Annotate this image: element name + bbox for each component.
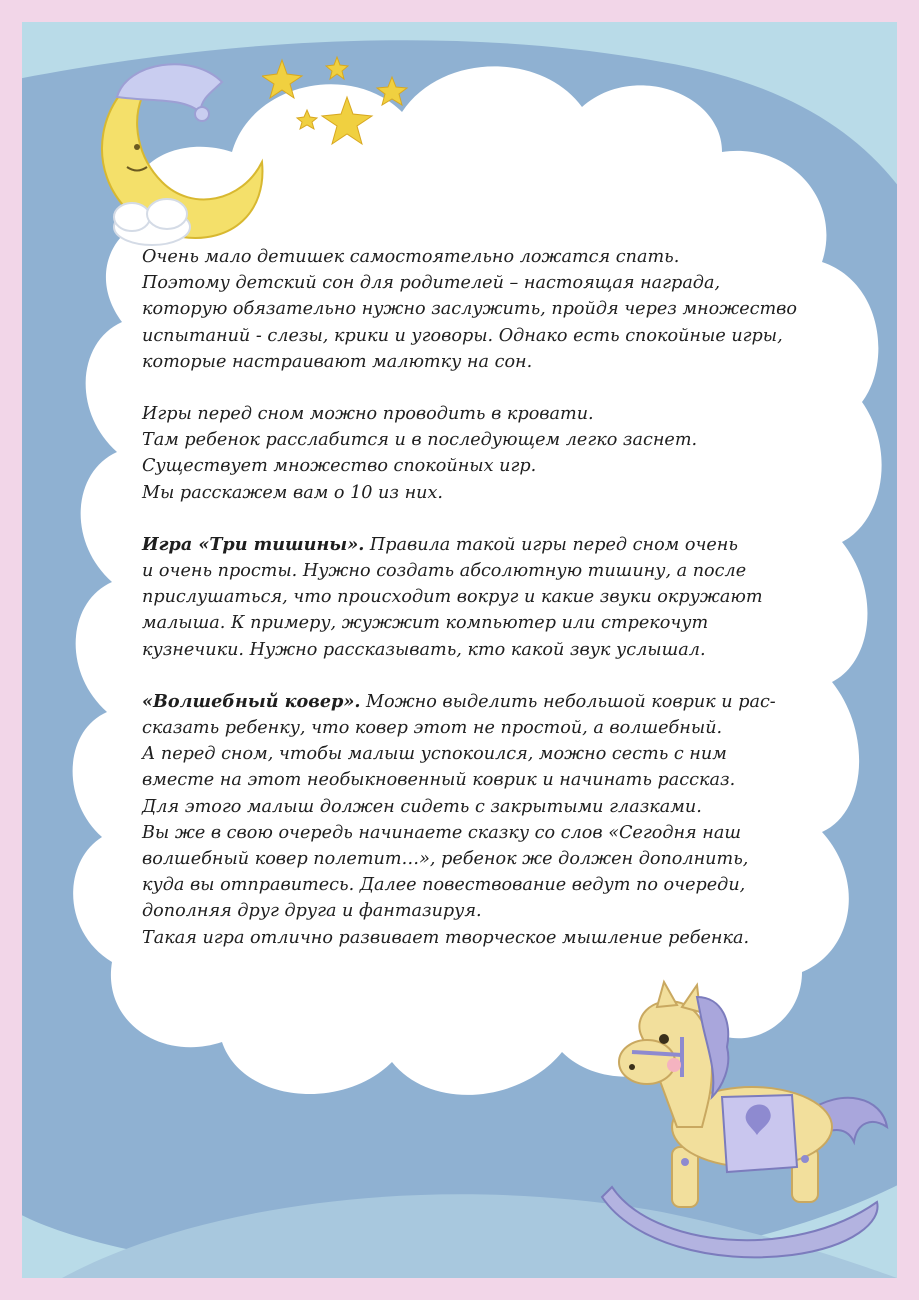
text-line: Очень мало детишек самостоятельно ложатся спать.	[142, 247, 680, 267]
text-line: которую обязательно нужно заслужить, пройдя через множество	[142, 299, 798, 320]
text-fragment: Можно выделить небольшой коврик и рас-	[360, 691, 776, 712]
text-line: Мы расскажем вам о 10 из них.	[142, 482, 444, 503]
page-frame	[22, 22, 897, 1278]
article-text	[142, 244, 892, 977]
game-heading: «Волшебный ковер».	[142, 690, 361, 712]
text-line: вместе на этот необыкновенный коврик и начинать рассказ.	[142, 770, 736, 791]
text-line: Для этого малыш должен сидеть с закрытыми глазками.	[142, 796, 702, 817]
paragraph-games	[142, 401, 892, 506]
text-line: и очень просты. Нужно создать абсолютную тишину, а после	[142, 561, 747, 582]
moon-icon	[82, 52, 272, 252]
text-line: сказать ребенку, что ковер этот не простой, а волшебный.	[142, 718, 723, 739]
stars-icon	[262, 52, 422, 162]
text-line: Там ребенок расслабится и в последующем легко заснет.	[142, 430, 698, 451]
text-line: волшебный ковер полетит…», ребенок же должен дополнить,	[142, 849, 749, 870]
text-line: А перед сном, чтобы малыш успокоился, можно сесть с ним	[142, 744, 727, 765]
rocking-horse-icon	[592, 977, 892, 1267]
text-line: которые настраивают малютку на сон.	[142, 351, 533, 372]
text-line: кузнечики. Нужно рассказывать, кто какой звук услышал.	[142, 639, 706, 660]
text-line: Игры перед сном можно проводить в кровати.	[142, 404, 594, 425]
paragraph-intro	[142, 244, 892, 375]
game-heading: Игра «Три тишины».	[142, 533, 365, 555]
text-line: куда вы отправитесь. Далее повествование ведут по очереди,	[142, 875, 746, 896]
text-line: Поэтому детский сон для родителей – настоящая награда,	[142, 273, 721, 294]
text-line: Вы же в свою очередь начинаете сказку со слов «Сегодня наш	[142, 822, 742, 843]
text-line: прислушаться, что происходит вокруг и какие звуки окружают	[142, 587, 763, 608]
text-line	[142, 532, 892, 558]
text-line: дополняя друг друга и фантазируя.	[142, 901, 482, 922]
text-line	[142, 689, 892, 715]
text-line: испытаний - слезы, крики и уговоры. Однако есть спокойные игры,	[142, 325, 783, 346]
cloud-icon	[114, 199, 190, 245]
text-line: малыша. К примеру, жужжит компьютер или стрекочут	[142, 613, 709, 634]
paragraph-three-silences	[142, 532, 892, 663]
text-line: Такая игра отлично развивает творческое мышление ребенка.	[142, 927, 750, 948]
text-fragment: Правила такой игры перед сном очень	[364, 534, 738, 555]
paragraph-magic-carpet	[142, 689, 892, 951]
text-line: Существует множество спокойных игр.	[142, 456, 537, 477]
